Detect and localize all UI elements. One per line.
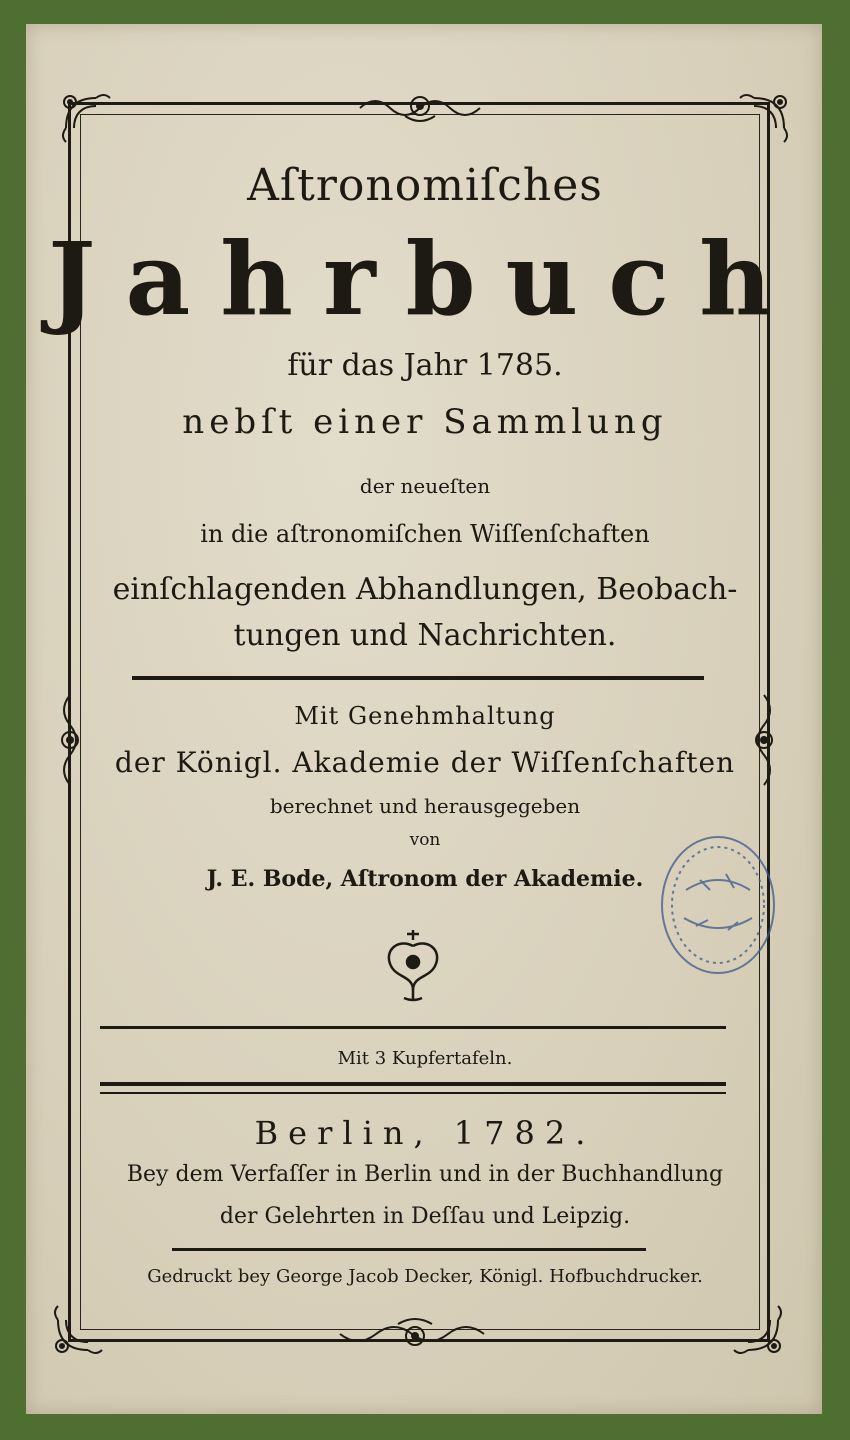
publisher-line-2: der Gelehrten in Deſſau und Leipzig. [219, 1204, 631, 1229]
subtitle-news: tungen und Nachrichten. [233, 618, 617, 653]
printer-line: Gedruckt bey George Jacob Decker, Königl. Hofbuchdrucker. [147, 1266, 703, 1287]
divider [172, 1248, 646, 1251]
plates-note: Mit 3 Kupfertafeln. [337, 1048, 513, 1069]
corner-ornament-icon [728, 1300, 788, 1360]
divider [132, 676, 704, 680]
subtitle-collection: nebſt einer Sammlung [182, 402, 668, 442]
corner-ornament-icon [56, 88, 116, 148]
subtitle-newest: der neueſten [359, 474, 491, 498]
scroll-ornament-icon [330, 1316, 500, 1356]
divider [100, 1092, 726, 1094]
scroll-ornament-icon [350, 86, 490, 126]
title-main: Jahrbuch [48, 220, 802, 338]
library-stamp-icon [656, 830, 780, 980]
author-line: J. E. Bode, Aſtronom der Akademie. [206, 866, 644, 892]
by-line: von [409, 830, 441, 850]
academy-line: der Königl. Akademie der Wiſſenſchaften [114, 746, 736, 779]
subtitle-sciences: in die aſtronomiſchen Wiſſenſchaften [200, 520, 650, 548]
approval-line: Mit Genehmhaltung [294, 702, 556, 730]
divider [100, 1026, 726, 1029]
corner-ornament-icon [48, 1300, 108, 1360]
divider [100, 1082, 726, 1086]
city-year: Berlin, 1782. [254, 1114, 596, 1152]
corner-ornament-icon [734, 88, 794, 148]
subtitle-treatises: einſchlagenden Abhandlungen, Beobach- [112, 572, 738, 607]
edited-line: berechnet und herausgegeben [269, 794, 581, 818]
title-line-1: Aſtronomiſches [247, 160, 603, 211]
fleuron-icon [378, 926, 448, 1002]
title-year: für das Jahr 1785. [287, 348, 563, 383]
publisher-line-1: Bey dem Verfaſſer in Berlin und in der Buchhandlung [126, 1162, 724, 1187]
